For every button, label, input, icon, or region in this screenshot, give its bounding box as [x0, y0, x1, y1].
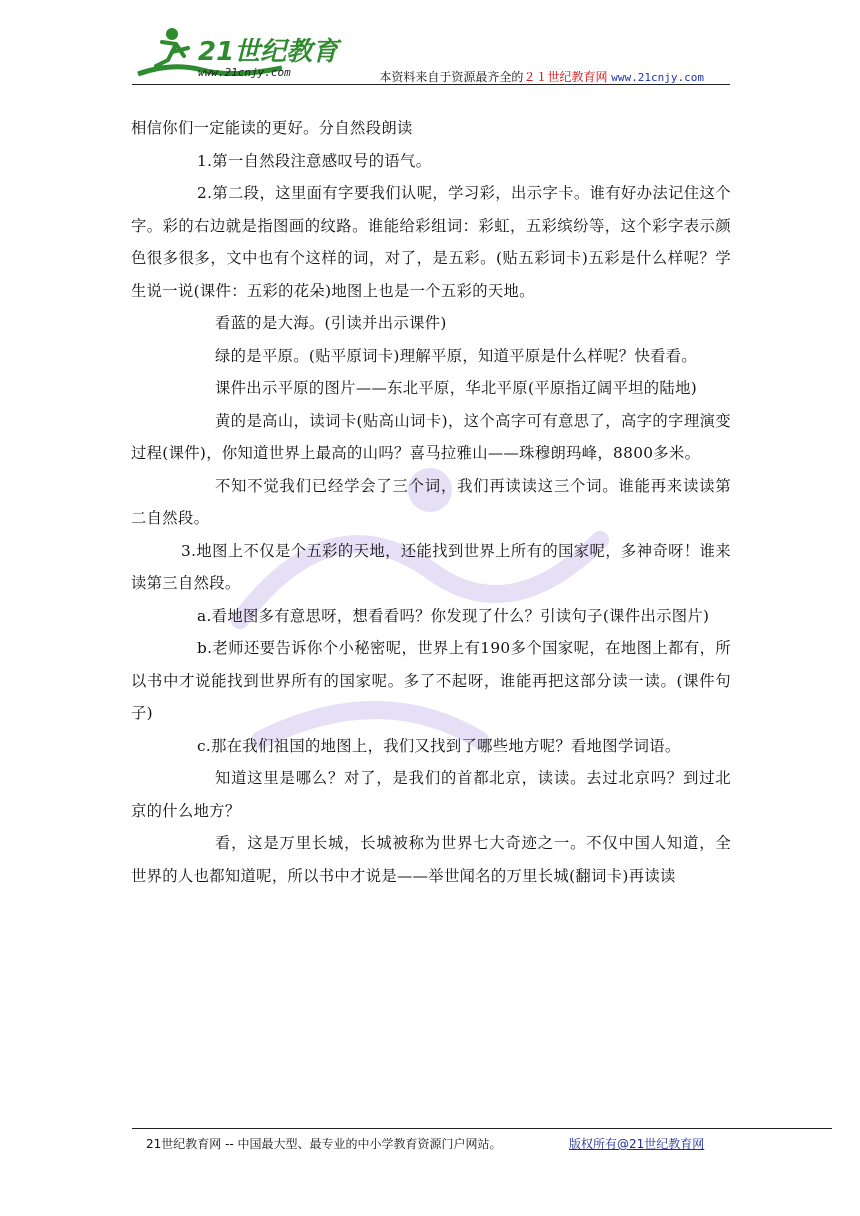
- paragraph-13: 知道这里是哪么？对了，是我们的首都北京，读读。去过北京吗？到过北京的什么地方？: [131, 769, 731, 820]
- paragraph-14: 看，这是万里长城，长城被称为世界七大奇迹之一。不仅中国人知道，全世界的人也都知道呢，所以书中才说是——举世闻名的万里长城(翻词卡)再读读: [131, 834, 731, 885]
- header-site-url[interactable]: www.21cnjy.com: [611, 71, 704, 84]
- paragraph-8: 不知不觉我们已经学会了三个词，我们再读读这三个词。谁能再来读读第二自然段。: [131, 476, 731, 527]
- svg-text:21世纪教育: 21世纪教育: [198, 37, 339, 67]
- header-tagline: [379, 68, 704, 85]
- svg-text:www.21cnjy.com: www.21cnjy.com: [198, 66, 291, 79]
- document-body: [131, 112, 731, 892]
- page-footer: [146, 1135, 705, 1152]
- paragraph-7: 黄的是高山，读词卡(贴高山词卡)，这个高字可有意思了，高字的字理演变过程(课件)，你知道世界上最高的山吗？喜马拉雅山——珠穆朗玛峰，8800多米。: [131, 411, 731, 462]
- paragraph-6: 课件出示平原的图片——东北平原，华北平原(平原指辽阔平坦的陆地): [215, 379, 698, 397]
- footer-divider: [132, 1128, 832, 1129]
- paragraph-10: a.看地图多有意思呀，想看看吗？你发现了什么？引读句子(课件出示图片): [197, 606, 710, 625]
- footer-copyright-link[interactable]: 版权所有@21世纪教育网: [569, 1137, 705, 1151]
- paragraph-12: c.那在我们祖国的地图上，我们又找到了哪些地方呢？看地图学词语。: [197, 736, 681, 755]
- page-header: [132, 22, 730, 86]
- site-logo: [132, 22, 342, 84]
- paragraph-5: 绿的是平原。(贴平原词卡)理解平原，知道平原是什么样呢？快看看。: [215, 346, 698, 365]
- paragraph-4: 看蓝的是大海。(引读并出示课件): [215, 314, 447, 332]
- footer-description: 21世纪教育网 -- 中国最大型、最专业的中小学教育资源门户网站。: [146, 1137, 502, 1151]
- paragraph-1: 相信你们一定能读的更好。分自然段朗读: [131, 119, 413, 137]
- paragraph-2: 1.第一自然段注意感叹号的语气。: [197, 151, 432, 170]
- header-divider: [132, 84, 730, 85]
- paragraph-9: 3.地图上不仅是个五彩的天地，还能找到世界上所有的国家呢，多神奇呀！谁来读第三自然段。: [131, 541, 731, 592]
- header-prefix: 本资料来自于资源最齐全的: [379, 70, 524, 84]
- paragraph-11: b.老师还要告诉你个小秘密呢，世界上有190多个国家呢，在地图上都有，所以书中才说能找到世界所有的国家呢。多了不起呀，谁能再把这部分读一读。(课件句子): [131, 639, 731, 722]
- paragraph-3: 2.第二段，这里面有字要我们认呢，学习彩，出示字卡。谁有好办法记住这个字。彩的右边就是指图画的纹路。谁能给彩组词：彩虹，五彩缤纷等，这个彩字表示颜色很多很多，文中也有个这样的词，对了，是五彩。(贴五彩词卡)五彩是什么样呢？学生说一说(课件：五彩的花朵)地图上也是一个五彩的天地。: [131, 184, 731, 300]
- header-site-name[interactable]: ２１世纪教育网: [523, 70, 608, 84]
